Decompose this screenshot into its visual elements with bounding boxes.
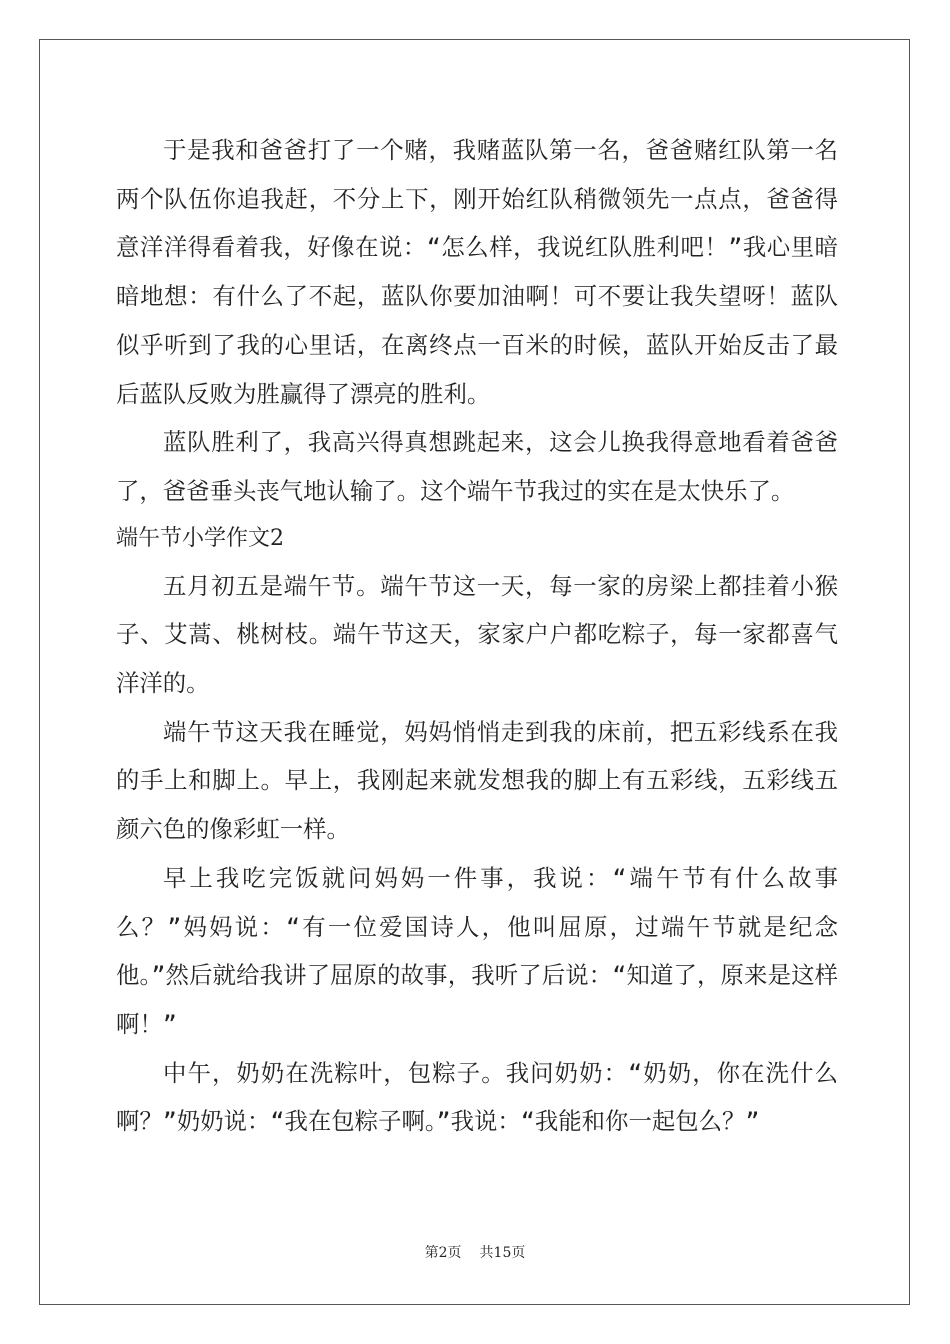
section-paragraph-1: 五月初五是端午节。端午节这一天，每一家的房梁上都挂着小猴子、艾蒿、桃树枝。端午节这天，家家户户都吃粽子，每一家都喜气洋洋的。 <box>116 571 838 698</box>
section-paragraph-2: 端午节这天我在睡觉，妈妈悄悄走到我的床前，把五彩线系在我的手上和脚上。早上，我刚起来就发想我的脚上有五彩线，五彩线五颜六色的像彩虹一样。 <box>116 717 838 844</box>
section-paragraph-3: 早上我吃完饭就问妈妈一件事，我说：“端午节有什么故事么？”妈妈说：“有一位爱国诗人，他叫屈原，过端午节就是纪念他。”然后就给我讲了屈原的故事，我听了后说：“知道了，原来是这样啊！” <box>116 863 838 1038</box>
paragraph-1: 于是我和爸爸打了一个赌，我赌蓝队第一名，爸爸赌红队第一名两个队伍你追我赶，不分上下，刚开始红队稍微领先一点点，爸爸得意洋洋得看着我，好像在说：“怎么样，我说红队胜利吧！”我心里暗暗地想：有什么了不起，蓝队你要加油啊！可不要让我失望呀！蓝队似乎听到了我的心里话，在离终点一百米的时候，蓝队开始反击了最后蓝队反败为胜赢得了漂亮的胜利。 <box>116 136 838 408</box>
section-heading: 端午节小学作文2 <box>116 525 284 551</box>
document-body <box>116 126 838 1146</box>
page-number: 第2页 <box>424 1245 462 1261</box>
section-paragraph-4: 中午，奶奶在洗粽叶，包粽子。我问奶奶：“奶奶，你在洗什么啊？”奶奶说：“我在包粽子啊。”我说：“我能和你一起包么？” <box>116 1058 838 1136</box>
page-total: 共15页 <box>479 1245 526 1261</box>
paragraph-2: 蓝队胜利了，我高兴得真想跳起来，这会儿换我得意地看着爸爸了，爸爸垂头丧气地认输了。这个端午节我过的实在是太快乐了。 <box>116 428 838 505</box>
page-footer <box>0 1242 950 1262</box>
